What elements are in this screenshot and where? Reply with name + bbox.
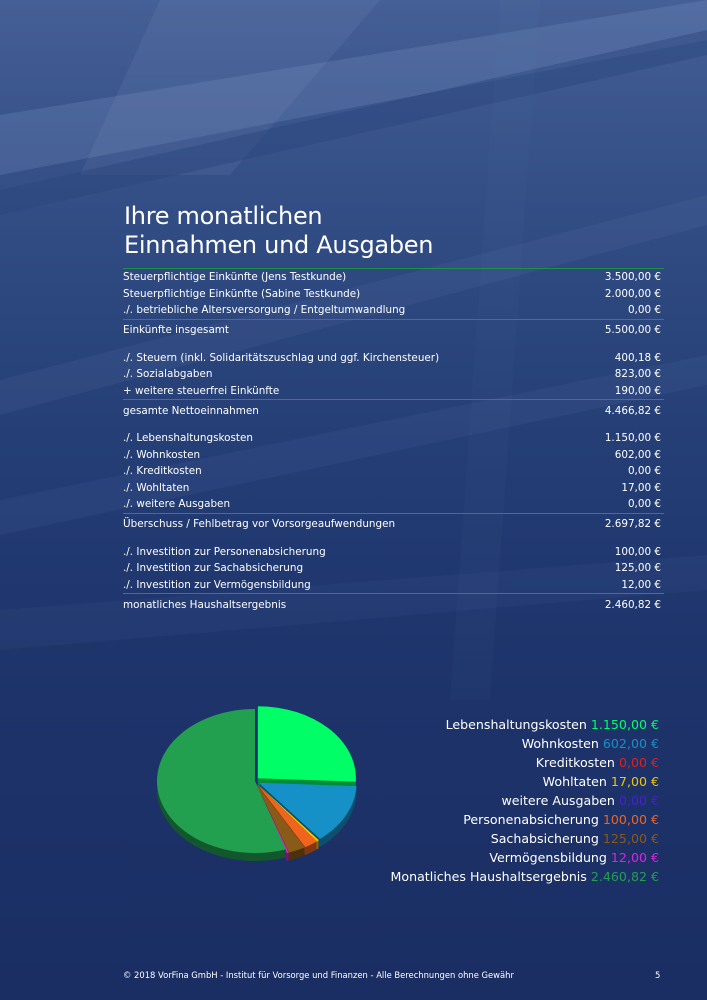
legend-label: Wohltaten [542, 774, 607, 789]
row-label: ./. Wohnkosten [123, 448, 201, 461]
row-amount: 3.500,00 € [604, 271, 661, 284]
row-amount: 4.466,82 € [604, 404, 661, 417]
line-item-row [123, 463, 664, 480]
line-item-row [123, 577, 664, 594]
row-label: ./. Steuern (inkl. Solidaritätszuschlag und ggf. Kirchensteuer) [123, 351, 440, 364]
legend-item [391, 772, 659, 791]
subtotal-row [123, 594, 664, 615]
legend-value: 0,00 € [618, 755, 659, 770]
legend-item [391, 867, 659, 886]
legend-value: 602,00 € [602, 736, 659, 751]
row-amount: 2.000,00 € [604, 287, 661, 300]
legend-label: Personenabsicherung [463, 812, 599, 827]
legend-item [391, 734, 659, 753]
row-label: Steuerpflichtige Einkünfte (Sabine Testkunde) [123, 287, 361, 300]
row-amount: 125,00 € [614, 562, 661, 575]
row-amount: 400,18 € [614, 351, 661, 364]
legend-value: 12,00 € [610, 850, 659, 865]
page-title [124, 202, 433, 260]
row-label: ./. Investition zur Sachabsicherung [123, 562, 304, 575]
legend-label: Monatliches Haushaltsergebnis [390, 869, 587, 884]
legend-item [391, 715, 659, 734]
subtotal-row [123, 400, 664, 421]
row-amount: 823,00 € [614, 368, 661, 381]
income-expense-table [123, 268, 664, 615]
line-item-row [123, 480, 664, 497]
page-number: 5 [655, 970, 661, 980]
legend-value: 17,00 € [610, 774, 659, 789]
footer-copyright: © 2018 VorFina GmbH - Institut für Vorsorge und Finanzen - Alle Berechnungen ohne Gewähr [123, 970, 514, 980]
expense-pie-chart [150, 706, 370, 866]
legend-item [391, 753, 659, 772]
line-item-row [123, 286, 664, 303]
row-amount: 5.500,00 € [604, 324, 661, 336]
legend-item [391, 791, 659, 810]
row-amount: 2.697,82 € [604, 518, 661, 530]
row-amount: 0,00 € [627, 304, 661, 317]
legend-item [391, 848, 659, 867]
line-item-row [123, 447, 664, 464]
legend-label: Kreditkosten [535, 755, 615, 770]
legend-value: 0,00 € [618, 793, 659, 808]
legend-value: 100,00 € [602, 812, 659, 827]
line-item-row [123, 496, 664, 513]
row-amount: 602,00 € [614, 448, 661, 461]
row-spacer [123, 535, 664, 544]
row-label: + weitere steuerfrei Einkünfte [123, 384, 280, 397]
line-item-row [123, 302, 664, 319]
legend-label: weitere Ausgaben [501, 793, 615, 808]
row-label: ./. weitere Ausgaben [123, 498, 231, 511]
pie-slice [258, 706, 356, 781]
line-item-row [123, 350, 664, 367]
legend-item [391, 829, 659, 848]
row-label: Einkünfte insgesamt [123, 324, 230, 336]
row-amount: 2.460,82 € [604, 598, 661, 611]
row-amount: 0,00 € [627, 465, 661, 478]
row-spacer [123, 421, 664, 430]
legend-value: 2.460,82 € [590, 869, 659, 884]
legend-label: Lebenshaltungskosten [445, 717, 587, 732]
line-item-row [123, 560, 664, 577]
row-amount: 100,00 € [614, 545, 661, 558]
legend-value: 125,00 € [602, 831, 659, 846]
row-label: ./. Investition zur Personenabsicherung [123, 545, 326, 558]
line-item-row [123, 269, 664, 286]
row-label: ./. betriebliche Altersversorgung / Entgeltumwandlung [123, 304, 406, 317]
line-item-row [123, 383, 664, 400]
legend-label: Wohnkosten [521, 736, 599, 751]
row-label: Überschuss / Fehlbetrag vor Vorsorgeaufwendungen [123, 518, 396, 530]
row-label: ./. Kreditkosten [123, 465, 202, 478]
row-label: ./. Investition zur Vermögensbildung [123, 578, 311, 591]
page-title-line1: Ihre monatlichen [124, 202, 323, 230]
line-item-row [123, 366, 664, 383]
line-item-row [123, 430, 664, 447]
row-spacer [123, 341, 664, 350]
line-item-row [123, 544, 664, 561]
row-amount: 0,00 € [627, 498, 661, 511]
row-amount: 1.150,00 € [604, 432, 661, 445]
row-label: monatliches Haushaltsergebnis [123, 598, 287, 611]
row-amount: 190,00 € [614, 384, 661, 397]
row-label: ./. Sozialabgaben [123, 368, 213, 381]
row-label: Steuerpflichtige Einkünfte (Jens Testkunde) [123, 271, 347, 284]
legend-item [391, 810, 659, 829]
legend-value: 1.150,00 € [590, 717, 659, 732]
row-label: gesamte Nettoeinnahmen [123, 404, 259, 417]
page-title-line2: Einnahmen und Ausgaben [124, 231, 434, 259]
row-amount: 12,00 € [621, 578, 661, 591]
row-label: ./. Wohltaten [123, 481, 190, 494]
row-amount: 17,00 € [621, 481, 661, 494]
subtotal-row [123, 320, 664, 341]
legend-label: Sachabsicherung [490, 831, 599, 846]
chart-legend [391, 715, 659, 886]
subtotal-row [123, 514, 664, 535]
legend-label: Vermögensbildung [489, 850, 607, 865]
row-label: ./. Lebenshaltungskosten [123, 432, 253, 445]
